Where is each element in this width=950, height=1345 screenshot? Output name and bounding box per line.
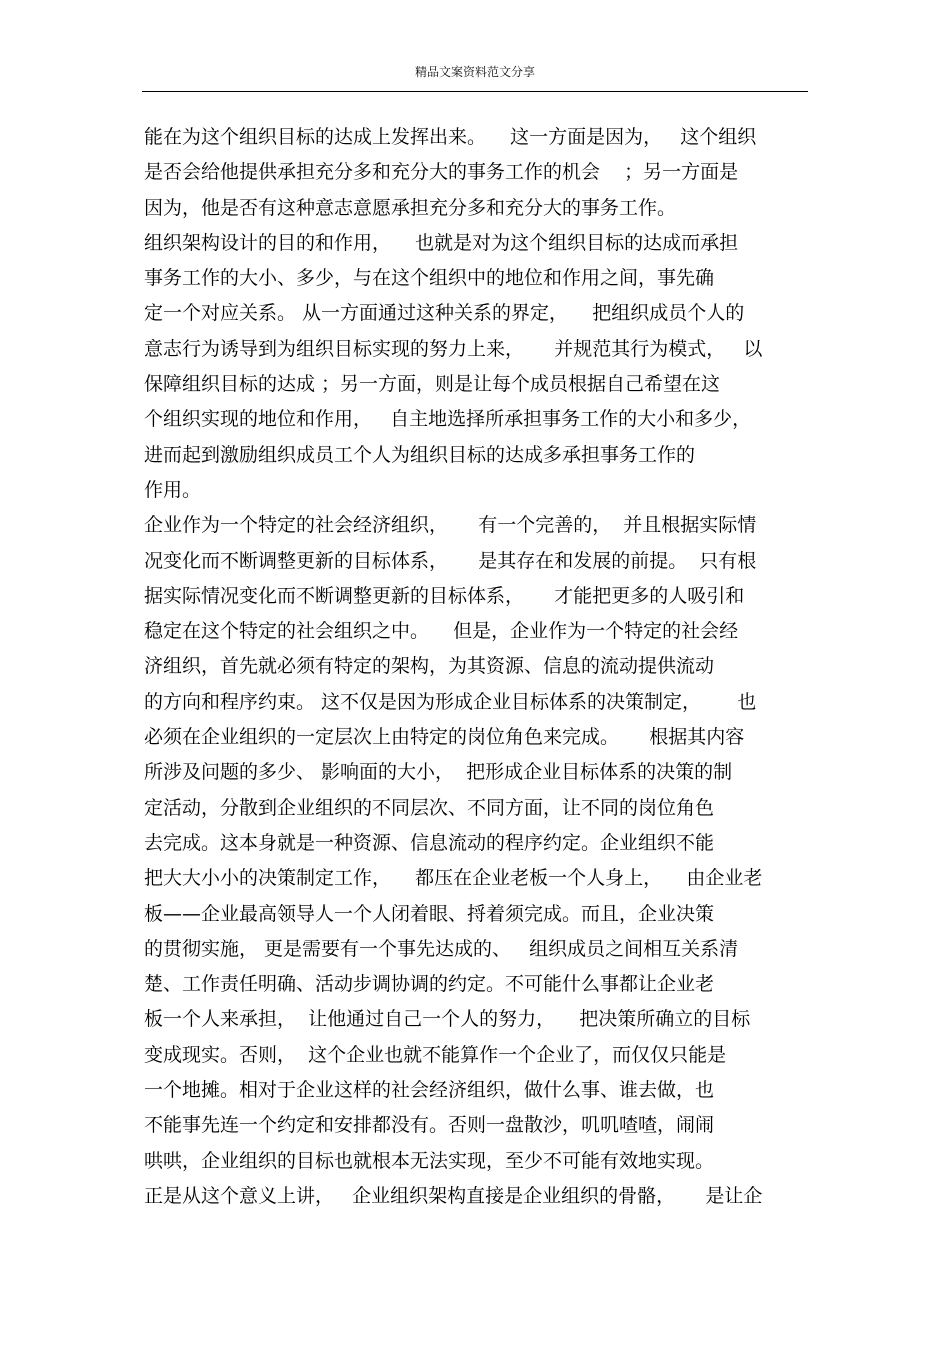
text-line: 进而起到激励组织成员工个人为组织目标的达成多承担事务工作的	[144, 443, 696, 466]
text-line: 去完成。这本身就是一种资源、信息流动的程序约定。企业组织不能	[144, 831, 715, 854]
text-line: 意志行为诱导到为组织目标实现的努力上来， 并规范其行为模式， 以	[144, 337, 763, 360]
text-line: 事务工作的大小、多少，与在这个组织中的地位和作用之间，事先确	[144, 267, 715, 290]
text-line: 的方向和程序约束。 这不仅是因为形成企业目标体系的决策制定， 也	[144, 690, 757, 713]
body-text	[144, 120, 814, 1214]
text-line: 定活动，分散到企业组织的不同层次、不同方面，让不同的岗位角色	[144, 796, 715, 819]
text-line: 能在为这个组织目标的达成上发挥出来。 这一方面是因为， 这个组织	[144, 126, 757, 148]
text-line: 个组织实现的地位和作用， 自主地选择所承担事务工作的大小和多少，	[144, 408, 752, 431]
text-line: 定一个对应关系。 从一方面通过这种关系的界定， 把组织成员个人的	[144, 302, 745, 325]
text-line: 组织架构设计的目的和作用， 也就是对为这个组织目标的达成而承担	[144, 231, 739, 254]
text-line: 济组织，首先就必须有特定的架构，为其资源、信息的流动提供流动	[144, 655, 715, 678]
text-line: 所涉及问题的多少、 影响面的大小， 把形成企业目标体系的决策的制	[144, 761, 733, 784]
text-line: 不能事先连一个约定和安排都没有。否则一盘散沙，叽叽喳喳，闹闹	[144, 1114, 715, 1137]
text-line: 必须在企业组织的一定层次上由特定的岗位角色来完成。 根据其内容	[144, 726, 745, 749]
text-line: 稳定在这个特定的社会组织之中。 但是，企业作为一个特定的社会经	[144, 620, 739, 643]
text-line: 据实际情况变化而不断调整更新的目标体系， 才能把更多的人吸引和	[144, 584, 745, 607]
text-line: 板一个人来承担， 让他通过自己一个人的努力， 把决策所确立的目标	[144, 1008, 751, 1031]
text-line: 哄哄，企业组织的目标也就根本无法实现，至少不可能有效地实现。	[144, 1149, 715, 1172]
header-divider	[142, 91, 808, 92]
text-line: 保障组织目标的达成 ；另一方面，则是让每个成员根据自己希望在这	[144, 373, 721, 396]
text-line: 板——企业最高领导人一个人闭着眼、捋着须完成。而且，企业决策	[144, 902, 715, 925]
text-line: 的贯彻实施， 更是需要有一个事先达成的、 组织成员之间相互关系清	[144, 937, 739, 960]
text-line: 作用。	[144, 478, 202, 501]
text-line: 正是从这个意义上讲， 企业组织架构直接是企业组织的骨骼， 是让企	[144, 1184, 763, 1207]
text-line: 变成现实。否则， 这个企业也就不能算作一个企业了，而仅仅只能是	[144, 1043, 727, 1066]
text-line: 因为，他是否有这种意志意愿承担充分多和充分大的事务工作。	[144, 196, 677, 219]
text-line: 楚、工作责任明确、活动步调协调的约定。不可能什么事都让企业老	[144, 973, 715, 996]
text-line: 是否会给他提供承担充分多和充分大的事务工作的机会 ；另一方面是	[144, 161, 739, 184]
text-line: 一个地摊。相对于企业这样的社会经济组织，做什么事、谁去做，也	[144, 1079, 715, 1102]
text-line: 把大大小小的决策制定工作， 都压在企业老板一个人身上， 由企业老	[144, 867, 763, 890]
text-line: 企业作为一个特定的社会经济组织， 有一个完善的， 并且根据实际情	[144, 514, 757, 537]
text-line: 况变化而不断调整更新的目标体系， 是其存在和发展的前提。 只有根	[144, 549, 757, 572]
page-header: 精品文案资料范文分享	[414, 65, 535, 79]
